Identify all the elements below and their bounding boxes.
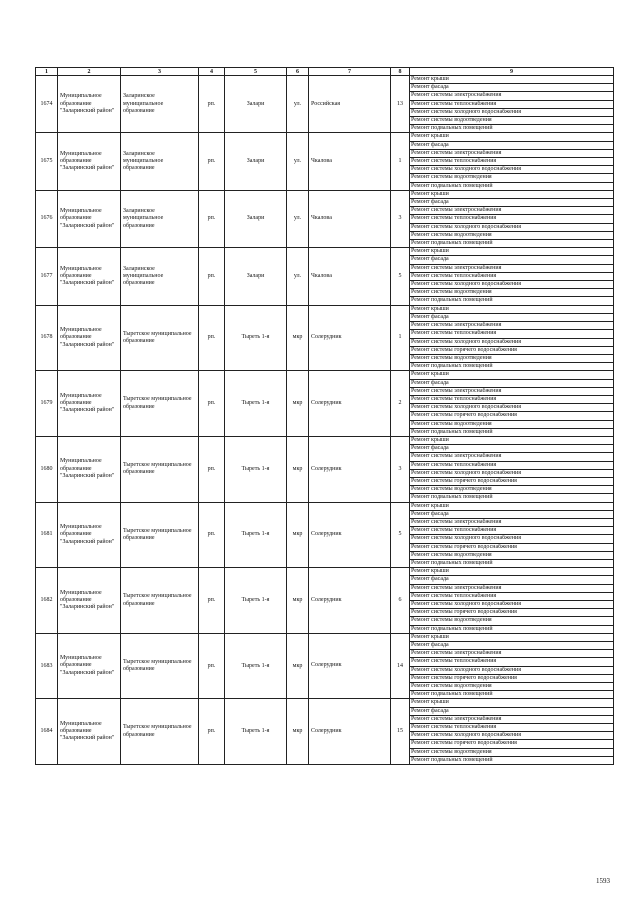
work-type: Ремонт системы теплоснабжения: [410, 158, 614, 166]
table-row: [36, 305, 614, 313]
locality-name: Тыреть 1-я: [225, 633, 287, 699]
work-type: Ремонт подвальных помещений: [410, 691, 614, 699]
work-type: Ремонт системы горячего водоснабжения: [410, 543, 614, 551]
municipality: Муниципальное образование "Заларинский район": [58, 502, 121, 568]
work-type: Ремонт подвальных помещений: [410, 125, 614, 133]
locality-name: Залари: [225, 133, 287, 190]
work-type: Ремонт крыши: [410, 305, 614, 313]
work-type: Ремонт системы горячего водоснабжения: [410, 412, 614, 420]
work-type: Ремонт крыши: [410, 436, 614, 444]
table-row: [36, 568, 614, 576]
work-type: Ремонт крыши: [410, 190, 614, 198]
house-number: 1: [391, 305, 410, 371]
work-type: Ремонт системы электроснабжения: [410, 518, 614, 526]
locality-type: рп.: [199, 190, 225, 247]
work-type: Ремонт подвальных помещений: [410, 559, 614, 567]
table-row: [36, 699, 614, 707]
work-type: Ремонт системы водоотведения: [410, 354, 614, 362]
work-type: Ремонт фасада: [410, 141, 614, 149]
work-type: Ремонт системы теплоснабжения: [410, 215, 614, 223]
municipality: Муниципальное образование "Заларинский район": [58, 190, 121, 247]
settlement: Тыретское муниципальное образование: [121, 568, 199, 634]
work-type: Ремонт системы горячего водоснабжения: [410, 740, 614, 748]
house-number: 13: [391, 76, 410, 133]
table-row: [36, 133, 614, 141]
row-number: 1681: [36, 502, 58, 568]
table-row: [36, 248, 614, 256]
locality-type: рп.: [199, 568, 225, 634]
work-type: Ремонт фасада: [410, 510, 614, 518]
work-type: Ремонт подвальных помещений: [410, 182, 614, 190]
settlement: Заларинское муниципальное образование: [121, 76, 199, 133]
house-number: 15: [391, 699, 410, 765]
work-type: Ремонт системы холодного водоснабжения: [410, 338, 614, 346]
house-number: 3: [391, 190, 410, 247]
work-type: Ремонт фасада: [410, 84, 614, 92]
work-type: Ремонт фасада: [410, 642, 614, 650]
work-type: Ремонт фасада: [410, 445, 614, 453]
street-type: мкр: [287, 633, 309, 699]
work-type: Ремонт системы водоотведения: [410, 117, 614, 125]
street-type: мкр: [287, 502, 309, 568]
row-number: 1674: [36, 76, 58, 133]
work-type: Ремонт системы горячего водоснабжения: [410, 346, 614, 354]
work-type: Ремонт системы теплоснабжения: [410, 100, 614, 108]
header-cell: 5: [225, 68, 287, 76]
work-type: Ремонт системы холодного водоснабжения: [410, 281, 614, 289]
work-type: Ремонт системы холодного водоснабжения: [410, 404, 614, 412]
settlement: Тыретское муниципальное образование: [121, 502, 199, 568]
street-name: Солерудник: [309, 371, 391, 437]
work-type: Ремонт системы электроснабжения: [410, 264, 614, 272]
work-type: Ремонт системы водоотведения: [410, 289, 614, 297]
work-type: Ремонт системы теплоснабжения: [410, 527, 614, 535]
locality-name: Тыреть 1-я: [225, 371, 287, 437]
header-cell: 4: [199, 68, 225, 76]
table-header-row: [36, 68, 614, 76]
municipality: Муниципальное образование "Заларинский район": [58, 305, 121, 371]
work-type: Ремонт системы электроснабжения: [410, 149, 614, 157]
work-type: Ремонт крыши: [410, 633, 614, 641]
row-number: 1682: [36, 568, 58, 634]
work-type: Ремонт системы электроснабжения: [410, 92, 614, 100]
locality-type: рп.: [199, 502, 225, 568]
work-type: Ремонт фасада: [410, 379, 614, 387]
work-type: Ремонт подвальных помещений: [410, 756, 614, 764]
work-type: Ремонт системы холодного водоснабжения: [410, 732, 614, 740]
municipality: Муниципальное образование "Заларинский район": [58, 248, 121, 305]
street-type: мкр: [287, 371, 309, 437]
work-type: Ремонт системы холодного водоснабжения: [410, 108, 614, 116]
row-number: 1676: [36, 190, 58, 247]
street-type: мкр: [287, 305, 309, 371]
locality-type: рп.: [199, 371, 225, 437]
row-number: 1679: [36, 371, 58, 437]
municipality: Муниципальное образование "Заларинский район": [58, 133, 121, 190]
work-type: Ремонт фасада: [410, 707, 614, 715]
locality-type: рп.: [199, 305, 225, 371]
settlement: Тыретское муниципальное образование: [121, 371, 199, 437]
table-row: [36, 436, 614, 444]
header-cell: 6: [287, 68, 309, 76]
row-number: 1675: [36, 133, 58, 190]
row-number: 1680: [36, 436, 58, 502]
work-type: Ремонт подвальных помещений: [410, 297, 614, 305]
street-type: ул.: [287, 190, 309, 247]
street-name: Солерудник: [309, 502, 391, 568]
work-type: Ремонт системы электроснабжения: [410, 207, 614, 215]
work-type: Ремонт системы водоотведения: [410, 486, 614, 494]
work-type: Ремонт системы водоотведения: [410, 551, 614, 559]
street-type: мкр: [287, 436, 309, 502]
locality-type: рп.: [199, 76, 225, 133]
work-type: Ремонт фасада: [410, 256, 614, 264]
house-number: 3: [391, 436, 410, 502]
settlement: Тыретское муниципальное образование: [121, 699, 199, 765]
work-type: Ремонт системы холодного водоснабжения: [410, 469, 614, 477]
street-name: Солерудник: [309, 633, 391, 699]
work-type: Ремонт фасада: [410, 313, 614, 321]
page-number: 1593: [596, 877, 610, 885]
locality-type: рп.: [199, 248, 225, 305]
header-cell: 7: [309, 68, 391, 76]
work-type: Ремонт крыши: [410, 133, 614, 141]
work-type: Ремонт системы холодного водоснабжения: [410, 535, 614, 543]
table-body: [36, 68, 614, 765]
work-type: Ремонт системы теплоснабжения: [410, 461, 614, 469]
row-number: 1683: [36, 633, 58, 699]
municipality: Муниципальное образование "Заларинский район": [58, 436, 121, 502]
work-type: Ремонт системы холодного водоснабжения: [410, 666, 614, 674]
header-cell: 1: [36, 68, 58, 76]
work-type: Ремонт системы электроснабжения: [410, 584, 614, 592]
work-type: Ремонт системы теплоснабжения: [410, 272, 614, 280]
locality-name: Тыреть 1-я: [225, 436, 287, 502]
municipality: Муниципальное образование "Заларинский район": [58, 699, 121, 765]
work-type: Ремонт системы электроснабжения: [410, 322, 614, 330]
street-name: Солерудник: [309, 305, 391, 371]
table-row: [36, 633, 614, 641]
street-name: Чкалова: [309, 190, 391, 247]
work-type: Ремонт системы водоотведения: [410, 231, 614, 239]
house-number: 6: [391, 568, 410, 634]
work-type: Ремонт подвальных помещений: [410, 494, 614, 502]
row-number: 1677: [36, 248, 58, 305]
capital-repair-table: [35, 67, 614, 765]
house-number: 2: [391, 371, 410, 437]
header-cell: 3: [121, 68, 199, 76]
locality-type: рп.: [199, 436, 225, 502]
work-type: Ремонт системы теплоснабжения: [410, 395, 614, 403]
street-type: мкр: [287, 699, 309, 765]
work-type: Ремонт системы холодного водоснабжения: [410, 223, 614, 231]
locality-name: Залари: [225, 190, 287, 247]
work-type: Ремонт системы электроснабжения: [410, 650, 614, 658]
street-type: ул.: [287, 248, 309, 305]
locality-name: Тыреть 1-я: [225, 568, 287, 634]
settlement: Тыретское муниципальное образование: [121, 436, 199, 502]
settlement: Заларинское муниципальное образование: [121, 190, 199, 247]
work-type: Ремонт крыши: [410, 248, 614, 256]
street-name: Чкалова: [309, 133, 391, 190]
street-name: Солерудник: [309, 436, 391, 502]
work-type: Ремонт крыши: [410, 371, 614, 379]
table-row: [36, 502, 614, 510]
work-type: Ремонт подвальных помещений: [410, 625, 614, 633]
work-type: Ремонт крыши: [410, 502, 614, 510]
work-type: Ремонт подвальных помещений: [410, 363, 614, 371]
table-row: [36, 371, 614, 379]
work-type: Ремонт крыши: [410, 568, 614, 576]
work-type: Ремонт крыши: [410, 699, 614, 707]
street-name: Солерудник: [309, 699, 391, 765]
row-number: 1678: [36, 305, 58, 371]
table-row: [36, 76, 614, 84]
header-cell: 8: [391, 68, 410, 76]
locality-name: Залари: [225, 248, 287, 305]
locality-name: Тыреть 1-я: [225, 699, 287, 765]
municipality: Муниципальное образование "Заларинский район": [58, 76, 121, 133]
municipality: Муниципальное образование "Заларинский район": [58, 371, 121, 437]
locality-name: Залари: [225, 76, 287, 133]
street-type: ул.: [287, 133, 309, 190]
work-type: Ремонт системы водоотведения: [410, 617, 614, 625]
work-type: Ремонт системы электроснабжения: [410, 453, 614, 461]
settlement: Заларинское муниципальное образование: [121, 133, 199, 190]
work-type: Ремонт системы электроснабжения: [410, 387, 614, 395]
street-type: ул.: [287, 76, 309, 133]
settlement: Тыретское муниципальное образование: [121, 633, 199, 699]
work-type: Ремонт системы водоотведения: [410, 748, 614, 756]
locality-name: Тыреть 1-я: [225, 502, 287, 568]
work-type: Ремонт системы теплоснабжения: [410, 658, 614, 666]
locality-type: рп.: [199, 699, 225, 765]
street-name: Российская: [309, 76, 391, 133]
work-type: Ремонт системы холодного водоснабжения: [410, 601, 614, 609]
work-type: Ремонт системы горячего водоснабжения: [410, 609, 614, 617]
work-type: Ремонт системы горячего водоснабжения: [410, 477, 614, 485]
house-number: 14: [391, 633, 410, 699]
street-type: мкр: [287, 568, 309, 634]
locality-name: Тыреть 1-я: [225, 305, 287, 371]
street-name: Чкалова: [309, 248, 391, 305]
row-number: 1684: [36, 699, 58, 765]
header-cell: 2: [58, 68, 121, 76]
work-type: Ремонт фасада: [410, 199, 614, 207]
work-type: Ремонт системы водоотведения: [410, 420, 614, 428]
house-number: 1: [391, 133, 410, 190]
locality-type: рп.: [199, 133, 225, 190]
work-type: Ремонт системы электроснабжения: [410, 715, 614, 723]
work-type: Ремонт системы теплоснабжения: [410, 330, 614, 338]
settlement: Заларинское муниципальное образование: [121, 248, 199, 305]
street-name: Солерудник: [309, 568, 391, 634]
work-type: Ремонт крыши: [410, 76, 614, 84]
table-row: [36, 190, 614, 198]
work-type: Ремонт фасада: [410, 576, 614, 584]
house-number: 5: [391, 248, 410, 305]
work-type: Ремонт системы водоотведения: [410, 174, 614, 182]
work-type: Ремонт системы теплоснабжения: [410, 592, 614, 600]
work-type: Ремонт системы водоотведения: [410, 683, 614, 691]
municipality: Муниципальное образование "Заларинский район": [58, 633, 121, 699]
municipality: Муниципальное образование "Заларинский район": [58, 568, 121, 634]
house-number: 5: [391, 502, 410, 568]
settlement: Тыретское муниципальное образование: [121, 305, 199, 371]
work-type: Ремонт подвальных помещений: [410, 428, 614, 436]
header-cell: 9: [410, 68, 614, 76]
work-type: Ремонт подвальных помещений: [410, 240, 614, 248]
locality-type: рп.: [199, 633, 225, 699]
work-type: Ремонт системы горячего водоснабжения: [410, 674, 614, 682]
work-type: Ремонт системы теплоснабжения: [410, 724, 614, 732]
work-type: Ремонт системы холодного водоснабжения: [410, 166, 614, 174]
